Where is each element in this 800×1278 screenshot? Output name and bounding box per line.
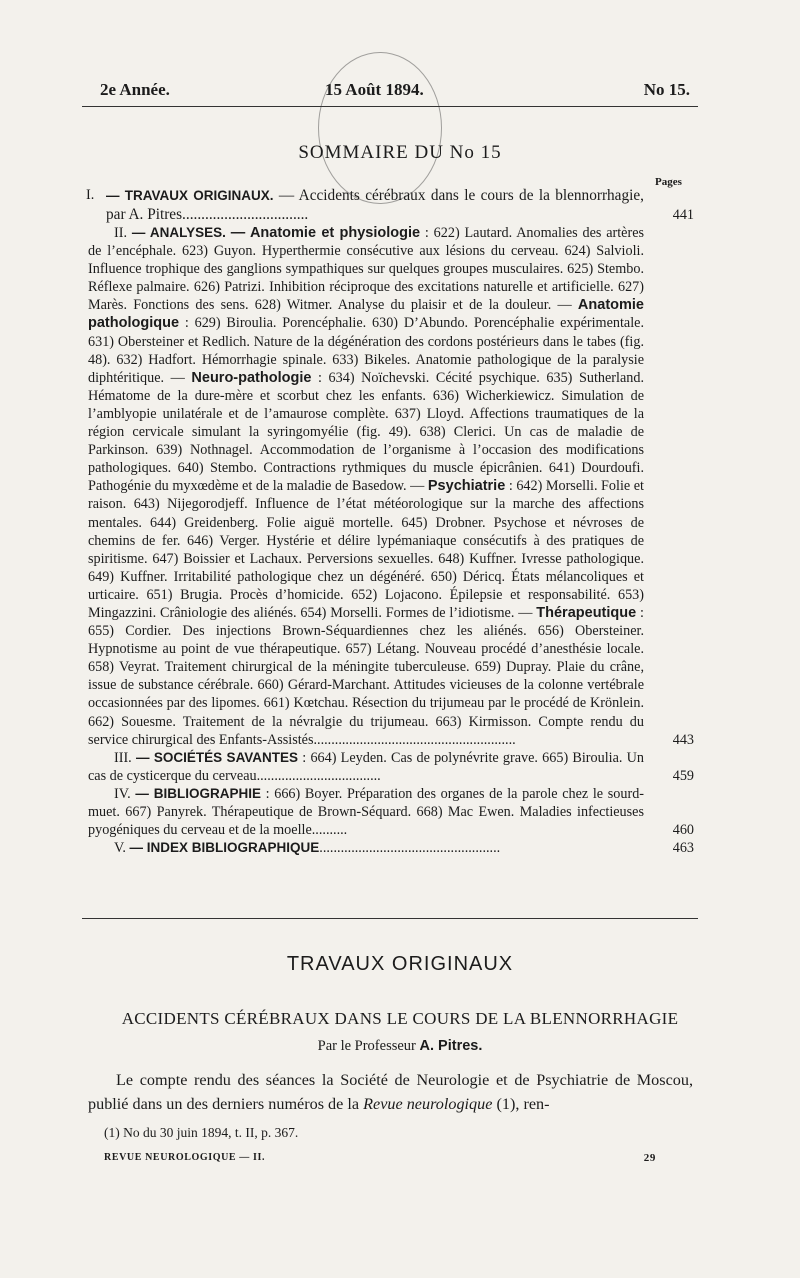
toc-entry-text: : 666) Boyer. Préparation des organes de la parole chez le sourd-muet. 667) Panyrek. Thérapeutique de Brown-Séquard. 668) Mac Ewen. Maladies infectieuses pyogéniques du cerveau et de la moelle..........: [88, 785, 645, 839]
toc-entry: [86, 186, 698, 224]
toc-subsection-label: Anatomie pathologique: [88, 297, 644, 332]
toc-page-number: 463: [672, 840, 694, 857]
toc-entry-number: I.: [86, 187, 95, 203]
article-title: ACCIDENTS CÉRÉBRAUX DANS LE COURS DE LA BLENNORRHAGIE: [121, 1009, 679, 1028]
footer-page-number: 29: [643, 1152, 656, 1164]
paragraph-text-end: (1), ren-: [492, 1095, 550, 1113]
toc-section-label: — TRAVAUX ORIGINAUX.: [106, 188, 274, 203]
toc-subsection-label: Thérapeutique: [536, 604, 637, 621]
toc-subsection-label: Neuro-pathologie: [191, 369, 312, 386]
footnote: (1) No du 30 juin 1894, t. II, p. 367.: [104, 1125, 299, 1140]
sommaire-title: SOMMAIRE DU No 15: [298, 142, 502, 163]
page-footer: [104, 1152, 656, 1163]
toc-entry-number: III.: [114, 749, 132, 766]
toc-end-rule: [82, 918, 698, 919]
library-stamp: [318, 52, 442, 204]
header-issue-number: No 15.: [643, 80, 690, 99]
toc-entry-number: V.: [114, 840, 126, 857]
byline-author: A. Pitres.: [419, 1038, 483, 1054]
toc-section-label: — ANALYSES.: [131, 225, 226, 240]
toc-entry: [86, 839, 698, 857]
toc-entry-text: : 634) Noïchevski. Cécité psychique. 635) Sutherland. Hématome de la dure-mère et scorbut chez les enfants. 636) Wicherkiewicz. Simulation de l’amblyopie unilatérale et de l’amaurose complète. 637) Lloyd. Affections traumatiques de la région cervicale simulant la syringomyélie (fig. 49). 638) Clerici. Un cas de maladie de Parkinson. 639) Nothnagel. Accommodation de l’organisme à l’occasion des modifications pathologiques. 640) Stembo. Contractions rythmiques du muscle épicrânien. 641) Dourdoufi. Pathogénie du myxœdème et de la maladie de Basedow. —: [88, 369, 644, 495]
toc-subsection-label: Psychiatrie: [427, 478, 506, 495]
toc-section-label: — SOCIÉTÉS SAVANTES: [135, 749, 299, 765]
pages-column-label: Pages: [655, 176, 682, 188]
toc-entry-text: : 664) Leyden. Cas de polynévrite grave. 665) Biroulia. Un cas de cysticerque du cerveau...................................: [88, 749, 645, 784]
table-of-contents: [86, 186, 698, 857]
section-title: TRAVAUX ORIGINAUX: [286, 953, 514, 975]
article-paragraph: [88, 1068, 693, 1116]
toc-subsection-label: — Anatomie et physiologie: [230, 225, 421, 241]
toc-page-number: 460: [672, 822, 694, 839]
footer-journal: REVUE NEUROLOGIQUE — II.: [104, 1152, 266, 1163]
paragraph-journal-name: Revue neurologique: [363, 1095, 493, 1113]
byline-prefix: Par le Professeur: [317, 1038, 420, 1054]
toc-page-number: 441: [672, 206, 694, 223]
article-byline: [0, 1038, 800, 1055]
toc-entry-number: IV.: [114, 785, 131, 802]
toc-entry-number: II.: [114, 225, 127, 241]
toc-entry: [86, 224, 698, 749]
toc-entry: [86, 749, 698, 785]
toc-entry-text: : 642) Morselli. Folie et raison. 643) Nijegorodjeff. Influence de l’état météorologique sur la marche des affections mentales. 644) Greidenberg. Folie aiguë mortelle. 645) Drobner. Psychose et névroses de chemins de fer. 646) Verger. Hystérie et délire lypémaniaque consécutifs à des pratiques de spiritisme. 647) Boissier et Lachaux. Perversions sexuelles. 648) Kuffner. Ivresse pathologique. 649) Kuffner. Irritabilité pathologique chez un dégénéré. 650) Déricq. États mélancoliques et urticaire. 651) Brugia. Procès d’homicide. 652) Lojacono. Épilepsie et responsabilité. 653) Mingazzini. Crâniologie des aliénés. 654) Morselli. Formes de l’idiotisme. —: [88, 478, 644, 621]
toc-entry-text: : 655) Cordier. Des injections Brown-Séquardiennes chez les aliénés. 656) Obersteiner. Hypnotisme au point de vue thérapeutique. 657) Létang. Nouveau procédé d’anesthésie locale. 658) Veyrat. Traitement chirurgical de la méningite tuberculeuse. 659) Dupray. Plaie du crâne, issue de substance cérébrale. 660) Gérard-Marchant. Attitudes vicieuses de la colonne vertébrale occasionnées par des lipomes. 661) Kœtchau. Résection du trijumeau par le procédé de Krönlein. 662) Souesme. Traitement de la névralgie du trijumeau. 663) Kirmisson. Compte rendu du service chirurgical des Enfants-Assistés.........................................................: [88, 604, 644, 748]
toc-entry-text: — Accidents cérébraux dans le cours de la blennorrhagie, par A. Pitres.................................: [106, 187, 644, 223]
toc-entry: [86, 785, 698, 839]
toc-page-number: 459: [672, 767, 694, 784]
toc-section-label: — INDEX BIBLIOGRAPHIQUE: [129, 840, 320, 856]
header-date: 15 Août 1894.: [325, 80, 424, 99]
toc-page-number: 443: [672, 731, 694, 748]
toc-entry-text: : 629) Biroulia. Porencéphalie. 630) D’Abundo. Porencéphalie expérimentale. 631) Obersteiner et Redlich. Nature de la dégénération des cordons postérieurs dans le tabes (fig. 48). 632) Hadfort. Hémorrhagie spinale. 633) Bikeles. Anatomie pathologique de la paralysie diphtéritique. —: [88, 315, 644, 386]
toc-section-label: — BIBLIOGRAPHIE: [135, 785, 261, 801]
toc-entry-text: ...................................................: [319, 840, 501, 857]
header-year: 2e Année.: [100, 80, 170, 99]
paragraph-text-start: Le compte rendu des séances la Société de Neurologie et de Psychiatrie de Moscou, publié dans un des derniers numéros de la: [88, 1071, 693, 1113]
toc-entry-text: : 622) Lautard. Anomalies des artères de l’encéphale. 623) Guyon. Hyperthermie consécutive aux lésions du cerveau. 624) Salvioli. Influence trophique des ganglions sympathiques sur quelques groupes musculaires. 625) Stembo. Réflexe palmaire. 626) Patrizi. Inhibition réciproque des excitations naturelle et artificielle. 627) Marès. Fonctions des sens. 628) Witmer. Analyse du plaisir et de la douleur. —: [88, 225, 645, 314]
